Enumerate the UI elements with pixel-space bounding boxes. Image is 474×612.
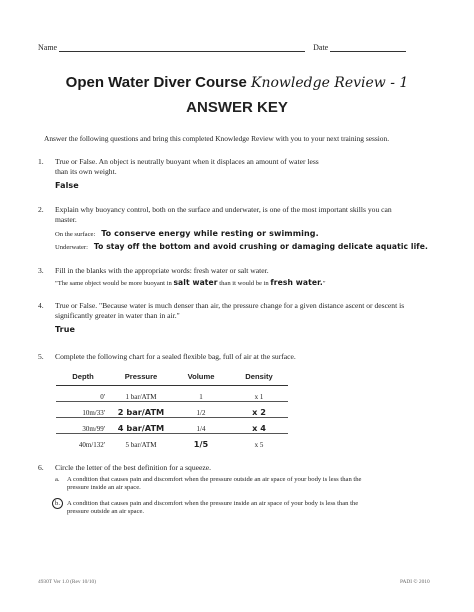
option-a-letter[interactable]: a. [55, 476, 60, 483]
course-title: Open Water Diver Course [65, 74, 247, 91]
pressure-cell: 5 bar/ATM [125, 441, 157, 449]
footer-copyright: PADI © 2010 [400, 579, 430, 585]
sentence-part: "The same object would be more buoyant in [55, 280, 172, 287]
depth-cell: 10m/33' [56, 402, 110, 418]
question-number: 2. [38, 205, 44, 214]
question-text-line: True or False. An object is neutrally buoyant when it displaces an amount of water less [55, 157, 319, 166]
handwritten-answer: To conserve energy while resting or swimming. [101, 229, 319, 238]
column-header: Density [230, 372, 288, 386]
option-text-line: A condition that causes pain and discomfort when the pressure outside an air space of your body is less than the [67, 476, 362, 483]
circled-answer-mark: b. [52, 498, 63, 509]
pressure-cell: 2 bar/ATM [110, 402, 172, 418]
question-text-line: Complete the following chart for a sealed flexible bag, full of air at the surface. [55, 352, 296, 361]
name-label: Name [38, 43, 58, 52]
question-text-line: True or False. "Because water is much denser than air, the pressure change for a given distance ascent or descent is [55, 301, 405, 310]
column-header: Volume [172, 372, 230, 386]
answer-key-heading: ANSWER KEY [186, 99, 288, 116]
question-number: 6. [38, 463, 44, 472]
volume-cell: 1/5 [193, 439, 209, 449]
underwater-answer-row [55, 242, 428, 251]
question-text-line: master. [55, 215, 77, 224]
pressure-cell: 4 bar/ATM [110, 418, 172, 434]
handwritten-answer: salt water [173, 278, 218, 287]
column-header: Pressure [110, 372, 172, 386]
sentence-part: than it would be in [219, 280, 269, 287]
column-header: Depth [56, 372, 110, 386]
date-label: Date [313, 43, 329, 52]
question-5 [38, 352, 458, 364]
question-text-line: than its own weight. [55, 167, 117, 176]
volume-cell: 1/2 [172, 402, 230, 418]
depth-cell: 30m/99' [56, 418, 110, 434]
option-text-line: pressure inside an air space. [67, 484, 141, 491]
question-number: 1. [38, 157, 44, 166]
question-6 [38, 463, 458, 533]
chart-header-row [56, 372, 288, 386]
table-row [56, 402, 288, 418]
review-title: Knowledge Review - 1 [251, 75, 409, 91]
density-cell: x 2 [230, 402, 288, 418]
handwritten-answer: fresh water. [270, 278, 323, 287]
table-row [56, 386, 288, 402]
fill-in-sentence [55, 278, 326, 287]
surface-answer-row [55, 229, 319, 238]
question-text-line: Fill in the blanks with the appropriate words: fresh water or salt water. [55, 266, 269, 275]
question-text-line: Explain why buoyancy control, both on the surface and underwater, is one of the most important skills you can [55, 205, 392, 214]
surface-label: On the surface: [55, 231, 96, 238]
date-blank-line [330, 43, 406, 52]
page-title [0, 74, 474, 91]
option-b-letter[interactable] [52, 498, 63, 509]
question-text-line: significantly greater in water than in air." [55, 311, 180, 320]
volume-cell: 1/4 [172, 418, 230, 434]
instructions-text: Answer the following questions and bring this completed Knowledge Review with you to your next training session. [44, 134, 390, 143]
volume-cell: 1 [172, 386, 230, 402]
question-number: 3. [38, 266, 44, 275]
density-cell: x 5 [254, 441, 264, 449]
handwritten-answer: True [55, 325, 76, 334]
question-2 [38, 205, 458, 257]
underwater-label: Underwater: [55, 244, 88, 251]
density-cell: x 1 [230, 386, 288, 402]
question-1 [38, 157, 458, 197]
name-blank-line [59, 43, 305, 52]
option-text-line: pressure outside an air space. [67, 508, 145, 515]
question-text-line: Circle the letter of the best definition for a squeeze. [55, 463, 212, 472]
question-number: 4. [38, 301, 44, 310]
option-text-line: A condition that causes pain and discomfort when the pressure inside an air space of your body is less than the [67, 500, 359, 507]
question-4 [38, 301, 458, 347]
handwritten-answer: False [55, 181, 79, 190]
pressure-cell: 1 bar/ATM [110, 386, 172, 402]
handwritten-answer: To stay off the bottom and avoid crushing or damaging delicate aquatic life. [93, 242, 428, 251]
footer-version: 4930T Ver 1.0 (Rev 10/10) [38, 579, 97, 585]
table-row [56, 418, 288, 434]
name-date-row [38, 43, 406, 52]
question-number: 5. [38, 352, 44, 361]
sentence-part: " [322, 280, 326, 287]
depth-cell: 40m/132' [78, 441, 105, 449]
question-3 [38, 266, 458, 296]
pressure-volume-density-chart [56, 372, 288, 449]
density-cell: x 4 [230, 418, 288, 434]
depth-cell: 0' [56, 386, 110, 402]
table-row [56, 434, 288, 450]
